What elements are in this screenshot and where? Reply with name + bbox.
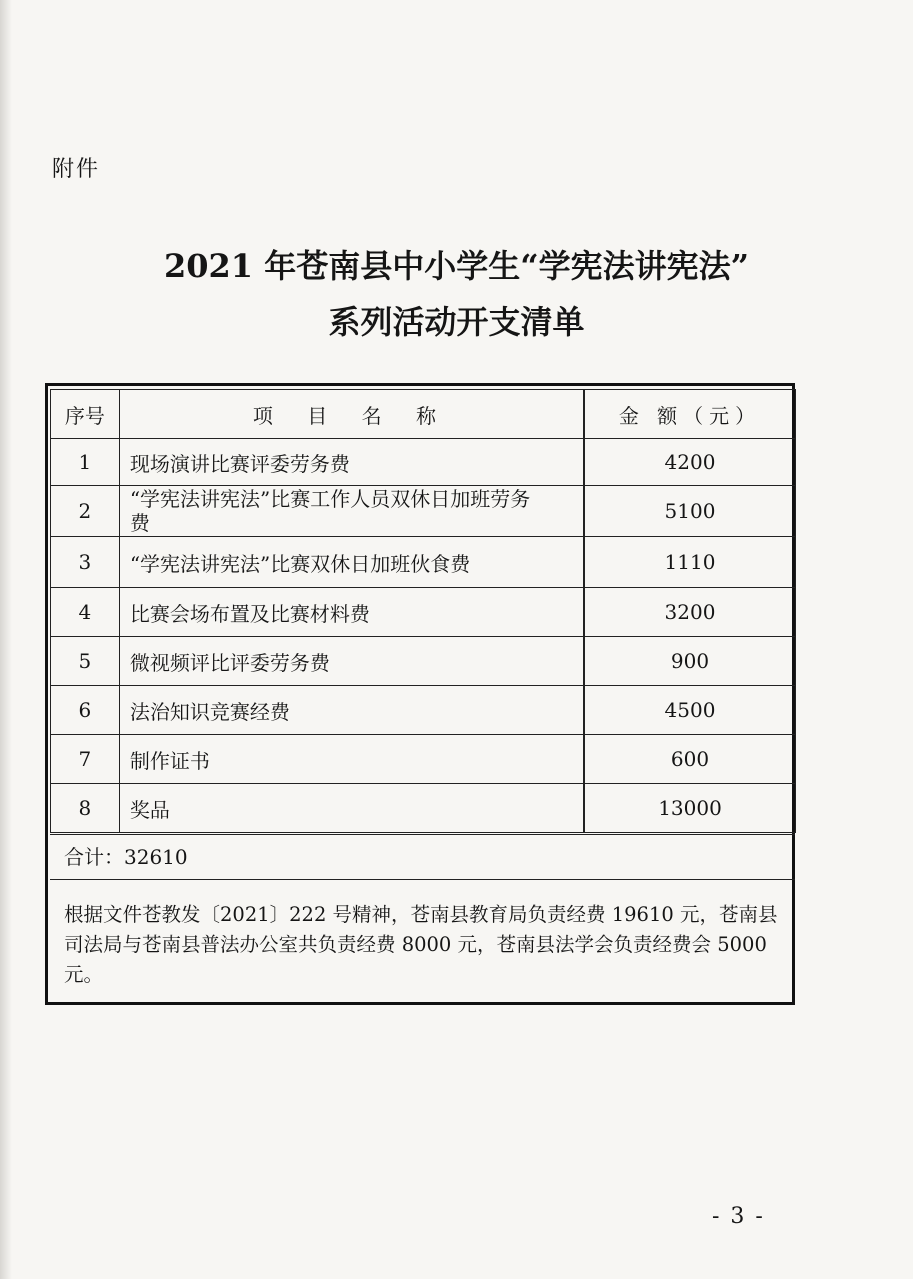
row-no: 5 xyxy=(51,637,120,686)
page-number: - 3 - xyxy=(712,1204,765,1229)
header-amount xyxy=(585,390,796,439)
table-row xyxy=(51,486,584,537)
header-amount-text: 金 额（元） xyxy=(618,403,762,428)
table-row xyxy=(51,686,584,735)
row-no: 4 xyxy=(51,588,120,637)
row-name: “学宪法讲宪法”比赛工作人员双休日加班劳务费 xyxy=(119,486,583,537)
table-row xyxy=(585,486,796,537)
table-header-row xyxy=(51,390,584,439)
row-name: 现场演讲比赛评委劳务费 xyxy=(119,439,583,486)
expense-table-left xyxy=(50,389,584,833)
table-row xyxy=(585,637,796,686)
table-row xyxy=(51,537,584,588)
table-row xyxy=(585,537,796,588)
page-edge-shadow xyxy=(0,0,12,1279)
table-row xyxy=(51,588,584,637)
row-name: 奖品 xyxy=(119,784,583,833)
table-row xyxy=(51,784,584,833)
row-no: 6 xyxy=(51,686,120,735)
document-title-line-2: 系列活动开支清单 xyxy=(328,303,585,341)
row-name: “学宪法讲宪法”比赛双休日加班伙食费 xyxy=(119,537,583,588)
table-row xyxy=(51,439,584,486)
funding-note: 根据文件苍教发〔2021〕222 号精神，苍南县教育局负责经费 19610 元，苍南县司法局与苍南县普法办公室共负责经费 8000 元，苍南县法学会负责经费会 5000 元。 xyxy=(64,903,778,986)
row-amount: 4200 xyxy=(585,439,796,486)
header-name xyxy=(119,390,583,439)
row-name: 法治知识竞赛经费 xyxy=(119,686,583,735)
row-amount: 5100 xyxy=(585,486,796,537)
row-amount: 600 xyxy=(585,735,796,784)
expense-table-amounts xyxy=(584,389,796,833)
header-no: 序号 xyxy=(51,390,120,439)
table-total-row: 合计：32610 xyxy=(50,834,795,880)
row-no: 2 xyxy=(51,486,120,537)
row-name: 制作证书 xyxy=(119,735,583,784)
table-row xyxy=(51,637,584,686)
document-title-line-1: 2021 年苍南县中小学生“学宪法讲宪法” xyxy=(163,247,750,285)
table-row xyxy=(585,439,796,486)
row-no: 1 xyxy=(51,439,120,486)
row-amount: 4500 xyxy=(585,686,796,735)
table-header-row xyxy=(585,390,796,439)
attachment-label: 附件 xyxy=(52,157,101,182)
row-amount: 13000 xyxy=(585,784,796,833)
row-name: 微视频评比评委劳务费 xyxy=(119,637,583,686)
row-amount: 1110 xyxy=(585,537,796,588)
row-no: 7 xyxy=(51,735,120,784)
table-row xyxy=(585,686,796,735)
row-amount: 3200 xyxy=(585,588,796,637)
table-row xyxy=(585,588,796,637)
table-row xyxy=(585,784,796,833)
table-row xyxy=(51,735,584,784)
row-name: 比赛会场布置及比赛材料费 xyxy=(119,588,583,637)
row-no: 8 xyxy=(51,784,120,833)
row-amount: 900 xyxy=(585,637,796,686)
row-no: 3 xyxy=(51,537,120,588)
header-name-text: 项 目 名 称 xyxy=(252,403,450,428)
table-row xyxy=(585,735,796,784)
